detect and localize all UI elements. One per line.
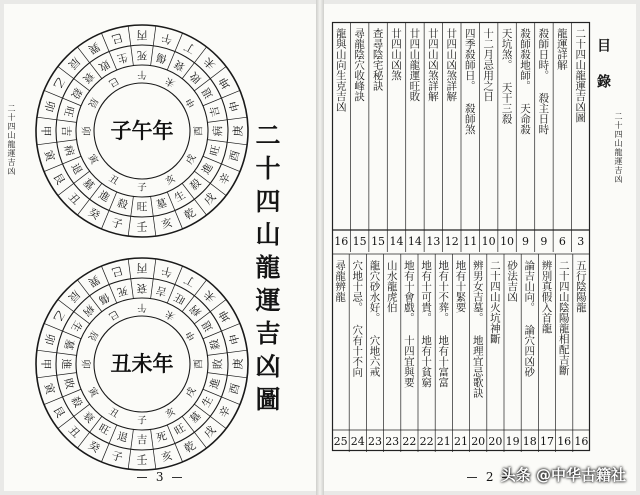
outer-ring-char: 甲	[39, 125, 53, 137]
outer-ring-char: 巽	[85, 272, 103, 290]
toc-entry-page: 6	[558, 235, 566, 248]
toc-entry-page: 10	[481, 235, 496, 248]
left-page-number: 3	[132, 470, 187, 484]
outer-ring-char: 丁	[181, 39, 199, 57]
middle-ring-char: 進	[208, 377, 223, 391]
middle-ring-char: 吉	[136, 434, 148, 446]
toc-entry-page: 21	[454, 435, 468, 448]
outer-ring-char: 卯	[41, 332, 57, 347]
middle-ring-char: 退	[68, 161, 85, 177]
outer-ring-char: 壬	[136, 220, 148, 234]
inner-ring-char: 辰	[85, 328, 100, 343]
middle-ring-char: 吉	[155, 283, 169, 298]
toc-entry-page: 21	[436, 435, 451, 448]
inner-ring-char: 戌	[184, 385, 199, 400]
outer-ring-char: 寅	[41, 381, 57, 396]
toc-entry-title: 龍與山向生克吉凶	[334, 28, 347, 112]
inner-ring-char: 卯	[79, 126, 91, 136]
middle-ring-char: 進	[60, 358, 72, 370]
inner-ring-char: 午	[137, 301, 147, 313]
outer-ring-char: 亥	[159, 449, 174, 465]
middle-ring-char: 病	[187, 302, 204, 319]
outer-ring-char: 巽	[85, 39, 103, 57]
middle-ring-char: 殺	[115, 197, 129, 212]
toc-entry-title: 殺師日時。 殺主日時	[537, 28, 550, 135]
right-running-head: 二十四山龍運吉凶	[614, 112, 623, 184]
inner-ring-char: 巳	[106, 307, 121, 322]
inner-ring-char: 辰	[85, 95, 100, 110]
toc-entry-title: 地有十可貴。 地有十貧窮	[420, 260, 433, 388]
middle-ring-char: 病	[212, 125, 224, 137]
outer-ring-char: 壬	[136, 453, 148, 467]
wheel-center-label: 丑未年	[110, 352, 174, 376]
outer-ring-char: 辰	[65, 54, 83, 72]
inner-ring-char: 午	[137, 68, 147, 80]
compass-wheel-chou-wei	[32, 254, 252, 474]
middle-ring-char: 病	[61, 144, 76, 158]
middle-ring-char: 傷	[155, 50, 169, 65]
wheel-center-label: 子午年	[110, 119, 174, 143]
middle-ring-char: 墓	[61, 337, 76, 351]
toc-entry-page: 25	[333, 435, 348, 448]
toc-entry-title: 二十四山火坑神斷	[488, 260, 501, 344]
outer-ring-char: 癸	[85, 438, 103, 456]
inner-ring-char: 子	[137, 415, 147, 427]
middle-ring-char: 吉	[208, 104, 223, 118]
outer-ring-char: 坤	[216, 307, 234, 325]
toc-entry-title: 山水龍虎伯	[385, 260, 398, 313]
inner-ring-char: 寅	[85, 385, 100, 400]
middle-ring-char: 殺	[208, 337, 223, 351]
outer-ring-char: 丁	[181, 272, 199, 290]
toc-entry-title: 龍運詳解	[555, 28, 568, 70]
middle-ring-char: 旺	[172, 421, 188, 438]
outer-ring-char: 艮	[50, 403, 68, 421]
big-title: 二十四山龍運吉凶圖	[252, 122, 281, 419]
toc-entry-page: 3	[577, 235, 585, 248]
toc-entry-title: 殺師殺地師。 天命殺	[519, 28, 531, 135]
outer-ring-char: 乾	[181, 438, 199, 456]
outer-ring-char: 亥	[159, 216, 174, 232]
middle-ring-char: 旺	[136, 201, 148, 213]
inner-ring-char: 巳	[106, 74, 121, 89]
toc-entry-title: 廿四山凶煞	[390, 28, 402, 81]
middle-ring-char: 敗	[61, 377, 76, 391]
toc-entry-page: 20	[488, 435, 503, 448]
outer-ring-char: 戌	[201, 423, 219, 441]
toc-entry-page: 17	[540, 435, 554, 448]
outer-ring-char: 乙	[50, 74, 68, 92]
outer-ring-char: 戌	[201, 190, 219, 208]
inner-ring-char: 亥	[163, 406, 178, 421]
toc-heading: 目錄	[595, 38, 611, 110]
toc-entry-title: 廿四山凶煞詳解	[426, 28, 439, 102]
middle-ring-char: 死	[136, 49, 148, 61]
middle-ring-char: 吉	[60, 125, 72, 137]
outer-ring-char: 午	[159, 263, 174, 279]
outer-ring-char: 乙	[50, 307, 68, 325]
middle-ring-char: 生	[199, 394, 216, 410]
toc-entry-title: 廿四山凶煞詳解	[445, 28, 458, 102]
inner-ring-char: 子	[137, 182, 147, 194]
toc-entry-title: 五行陰陽龍	[574, 260, 587, 313]
toc-entry-title: 二十四山陰陽龍相配吉斷	[557, 260, 570, 376]
toc-entry-page: 16	[557, 435, 572, 448]
inner-ring-char: 卯	[79, 359, 91, 369]
outer-ring-char: 巳	[110, 30, 125, 46]
inner-ring-char: 戌	[184, 152, 199, 167]
toc-entry-title: 四季殺師日。 殺師煞	[463, 28, 476, 135]
toc-entry-title: 辨男女吉墓。 地理宜忌歌訣	[471, 260, 484, 398]
toc-entry-page: 9	[540, 235, 548, 248]
middle-ring-char: 死	[155, 430, 169, 445]
outer-ring-char: 艮	[50, 170, 68, 188]
toc-entry-title: 地有十會戲。 十四宜與要	[402, 260, 415, 388]
inner-ring-char: 寅	[85, 152, 100, 167]
middle-ring-char: 死	[115, 283, 129, 298]
middle-ring-char: 衰	[80, 69, 97, 86]
middle-ring-char: 病	[80, 302, 97, 319]
toc-entry-page: 11	[463, 235, 478, 248]
inner-ring-char: 酉	[193, 126, 205, 136]
outer-ring-char: 午	[159, 30, 174, 46]
toc-entry-title: 辨別真假入首龍	[540, 260, 553, 334]
toc-entry-page: 15	[352, 235, 367, 248]
toc-entry-title: 砂法吉凶	[506, 260, 519, 302]
toc-entry-page: 12	[444, 235, 459, 248]
outer-ring-char: 庚	[231, 358, 245, 370]
toc-entry-title: 地有十不葬。 地有十富富	[437, 260, 450, 388]
outer-ring-char: 庚	[231, 125, 245, 137]
compass-wheel-zi-wu	[32, 21, 252, 241]
middle-ring-char: 旺	[61, 104, 76, 118]
left-page	[4, 4, 316, 491]
toc-entry-page: 22	[402, 435, 417, 448]
outer-ring-char: 坤	[216, 74, 234, 92]
toc-entry-title: 廿四山龍運旺敗	[408, 28, 421, 102]
middle-ring-char: 殺	[68, 85, 85, 101]
toc-entry-page: 20	[471, 435, 486, 448]
middle-ring-char: 退	[115, 430, 129, 445]
outer-ring-char: 丑	[65, 423, 83, 441]
inner-ring-char: 丑	[106, 173, 121, 188]
inner-ring-char: 丑	[106, 406, 121, 421]
outer-ring-char: 丑	[65, 190, 83, 208]
toc-entry-page: 13	[426, 235, 441, 248]
right-page	[324, 4, 636, 491]
outer-ring-char: 甲	[39, 358, 53, 370]
toc-entry-page: 23	[385, 435, 400, 448]
toc-entry-title: 二十四山龍運吉凶圖	[574, 28, 587, 123]
middle-ring-char: 傷	[96, 290, 112, 307]
middle-ring-char: 墓	[187, 409, 204, 426]
outer-ring-char: 子	[110, 216, 125, 232]
toc-entry-page: 15	[371, 235, 386, 248]
toc-entry-page: 16	[574, 435, 589, 448]
middle-ring-char: 生	[68, 318, 85, 334]
middle-ring-char: 衰	[80, 409, 97, 426]
middle-ring-char: 墓	[80, 176, 97, 193]
left-running-head: 二十四山龍運吉凶	[7, 104, 16, 176]
inner-ring-char: 未	[163, 307, 178, 322]
inner-ring-char: 申	[184, 328, 199, 343]
toc-entry-page: 24	[350, 435, 365, 448]
middle-ring-char: 敗	[212, 358, 224, 370]
toc-entries	[332, 22, 594, 452]
toc-entry-page: 14	[407, 235, 422, 248]
toc-entry-page: 10	[500, 235, 515, 248]
toc-entry-title: 十二月忌用之日	[482, 28, 495, 102]
outer-ring-char: 癸	[85, 205, 103, 223]
middle-ring-char: 旺	[172, 290, 188, 307]
toc-entry-title: 尋龍辨龍	[334, 260, 347, 302]
middle-ring-char: 生	[172, 188, 188, 205]
outer-ring-char: 酉	[227, 381, 243, 396]
middle-ring-char: 敗	[187, 69, 204, 86]
inner-ring-char: 酉	[193, 359, 205, 369]
toc-entry-title: 龍穴砂水好。 穴地六戒	[368, 260, 381, 377]
middle-ring-char: 退	[199, 85, 216, 101]
toc-entry-title: 論吉山向。 論穴四凶砂	[523, 260, 536, 377]
toc-entry-page: 9	[522, 235, 529, 248]
toc-entry-title: 尋龍陰穴收峰訣	[353, 28, 366, 102]
toc-entry-title: 地有十緊要	[454, 260, 467, 313]
outer-ring-char: 辰	[65, 287, 83, 305]
watermark-text: 头条 @中华古籍社	[500, 466, 626, 484]
outer-ring-char: 子	[110, 449, 125, 465]
book-gutter	[316, 0, 324, 495]
toc-entry-page: 19	[505, 435, 520, 448]
outer-ring-char: 巳	[110, 263, 125, 279]
middle-ring-char: 殺	[187, 176, 204, 193]
toc-entry-title: 查尋陰宅秘訣	[371, 28, 384, 91]
inner-ring-char: 申	[184, 95, 199, 110]
toc-entry-page: 14	[389, 235, 404, 248]
inner-ring-char: 亥	[163, 173, 178, 188]
toc-entry-page: 23	[368, 435, 382, 448]
outer-ring-char: 未	[201, 54, 219, 72]
middle-ring-char: 進	[199, 161, 216, 177]
outer-ring-char: 申	[227, 99, 243, 114]
middle-ring-char: 退	[199, 318, 216, 334]
middle-ring-char: 衰	[136, 282, 148, 294]
outer-ring-char: 申	[227, 332, 243, 347]
middle-ring-char: 墓	[155, 197, 169, 212]
outer-ring-char: 乾	[181, 205, 199, 223]
outer-ring-char: 未	[201, 287, 219, 305]
toc-entry-title: 穴地十忌。 穴有十不向	[351, 260, 364, 377]
outer-ring-char: 辛	[216, 403, 234, 421]
outer-ring-char: 辛	[216, 170, 234, 188]
toc-entry-page: 16	[334, 235, 349, 248]
outer-ring-char: 寅	[41, 148, 57, 163]
right-page-number: 2	[462, 470, 517, 484]
outer-ring-char: 丙	[136, 28, 148, 42]
middle-ring-char: 殺	[68, 394, 85, 410]
inner-ring-char: 未	[163, 74, 178, 89]
toc-entry-page: 22	[419, 435, 434, 448]
middle-ring-char: 旺	[96, 421, 112, 438]
toc-entry-page: 18	[522, 435, 537, 448]
middle-ring-char: 敗	[96, 57, 112, 74]
toc-entry-title: 天坑煞。 天干三殺	[500, 28, 513, 124]
outer-ring-char: 酉	[227, 148, 243, 163]
middle-ring-char: 進	[96, 188, 112, 205]
outer-ring-char: 丙	[136, 261, 148, 275]
middle-ring-char: 生	[115, 50, 129, 65]
middle-ring-char: 衰	[172, 57, 188, 74]
outer-ring-char: 卯	[41, 99, 57, 114]
middle-ring-char: 旺	[208, 144, 223, 158]
